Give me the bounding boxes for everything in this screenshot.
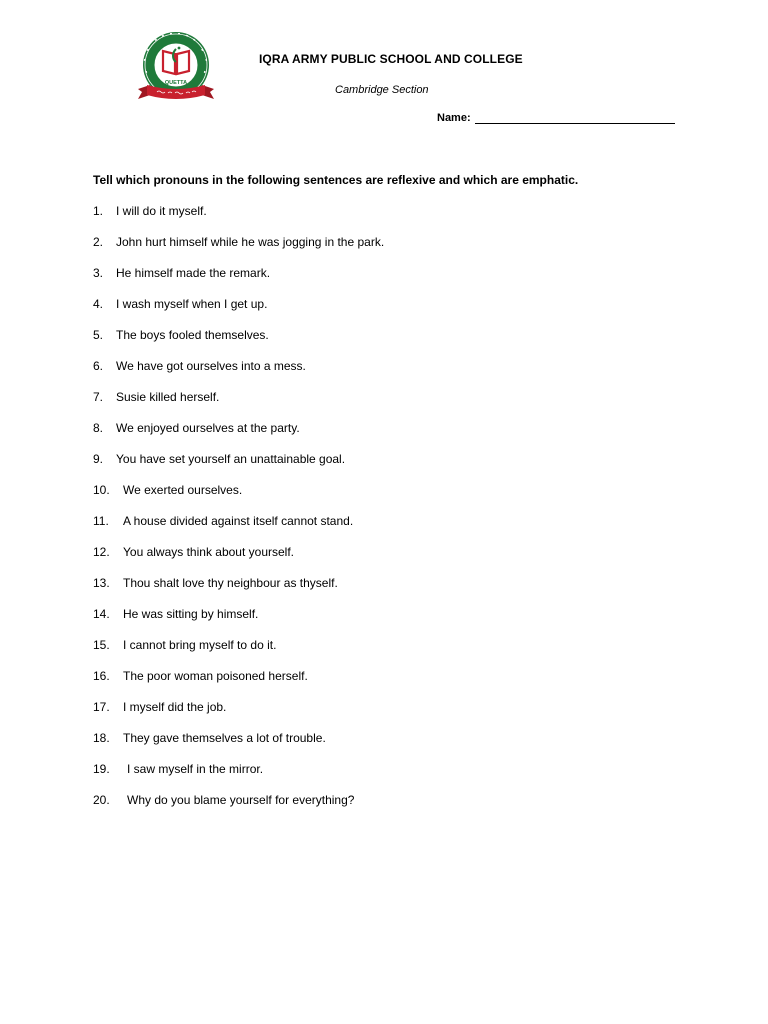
question-number: 16. — [93, 669, 110, 683]
question-text: We exerted ourselves. — [123, 483, 243, 497]
question-text: We enjoyed ourselves at the party. — [116, 421, 300, 435]
question-number: 19. — [93, 762, 110, 776]
question-item — [93, 297, 384, 328]
name-field[interactable] — [437, 112, 675, 124]
question-item — [93, 390, 384, 421]
question-text: A house divided against itself cannot stand. — [123, 514, 354, 528]
question-item — [93, 576, 384, 607]
question-text: I will do it myself. — [116, 204, 207, 218]
worksheet-instructions: Tell which pronouns in the following sentences are reflexive and which are emphatic. — [93, 173, 579, 187]
question-number: 4. — [93, 297, 104, 311]
question-text: Susie killed herself. — [116, 390, 220, 404]
question-item — [93, 731, 384, 762]
question-number: 20. — [93, 793, 110, 807]
svg-text:QUETTA: QUETTA — [164, 80, 188, 86]
question-item — [93, 514, 384, 545]
question-text: They gave themselves a lot of trouble. — [123, 731, 326, 745]
question-number: 10. — [93, 483, 110, 497]
question-number: 18. — [93, 731, 110, 745]
question-number: 15. — [93, 638, 110, 652]
question-text: I cannot bring myself to do it. — [123, 638, 277, 652]
question-number: 1. — [93, 204, 104, 218]
question-number: 17. — [93, 700, 110, 714]
question-item — [93, 545, 384, 576]
question-text: You have set yourself an unattainable goal. — [116, 452, 346, 466]
question-number: 2. — [93, 235, 104, 249]
question-text: I saw myself in the mirror. — [127, 762, 264, 776]
question-item — [93, 328, 384, 359]
question-text: He himself made the remark. — [116, 266, 271, 280]
question-number: 3. — [93, 266, 104, 280]
question-text: I wash myself when I get up. — [116, 297, 268, 311]
question-number: 14. — [93, 607, 110, 621]
question-item — [93, 700, 384, 731]
question-text: He was sitting by himself. — [123, 607, 259, 621]
question-number: 11. — [93, 514, 109, 528]
question-list — [93, 204, 384, 824]
question-text: You always think about yourself. — [123, 545, 294, 559]
question-item — [93, 235, 384, 266]
question-item — [93, 607, 384, 638]
question-text: The poor woman poisoned herself. — [123, 669, 308, 683]
question-number: 7. — [93, 390, 104, 404]
question-number: 9. — [93, 452, 104, 466]
question-text: Why do you blame yourself for everything? — [127, 793, 355, 807]
question-text: We have got ourselves into a mess. — [116, 359, 306, 373]
question-item — [93, 452, 384, 483]
school-name: IQRA ARMY PUBLIC SCHOOL AND COLLEGE — [259, 52, 523, 66]
question-text: Thou shalt love thy neighbour as thyself. — [123, 576, 338, 590]
question-item — [93, 793, 384, 824]
name-label: Name: — [437, 112, 471, 124]
section-subtitle: Cambridge Section — [335, 84, 429, 96]
question-item — [93, 762, 384, 793]
question-item — [93, 421, 384, 452]
question-number: 5. — [93, 328, 104, 342]
question-number: 8. — [93, 421, 104, 435]
question-item — [93, 483, 384, 514]
question-number: 6. — [93, 359, 104, 373]
question-item — [93, 638, 384, 669]
name-blank-line[interactable] — [475, 112, 675, 124]
question-item — [93, 359, 384, 390]
question-number: 12. — [93, 545, 110, 559]
question-item — [93, 266, 384, 297]
question-text: John hurt himself while he was jogging in the park. — [116, 235, 385, 249]
question-text: The boys fooled themselves. — [116, 328, 269, 342]
question-item — [93, 669, 384, 700]
question-item — [93, 204, 384, 235]
school-crest-icon — [135, 29, 217, 107]
question-number: 13. — [93, 576, 110, 590]
question-text: I myself did the job. — [123, 700, 227, 714]
